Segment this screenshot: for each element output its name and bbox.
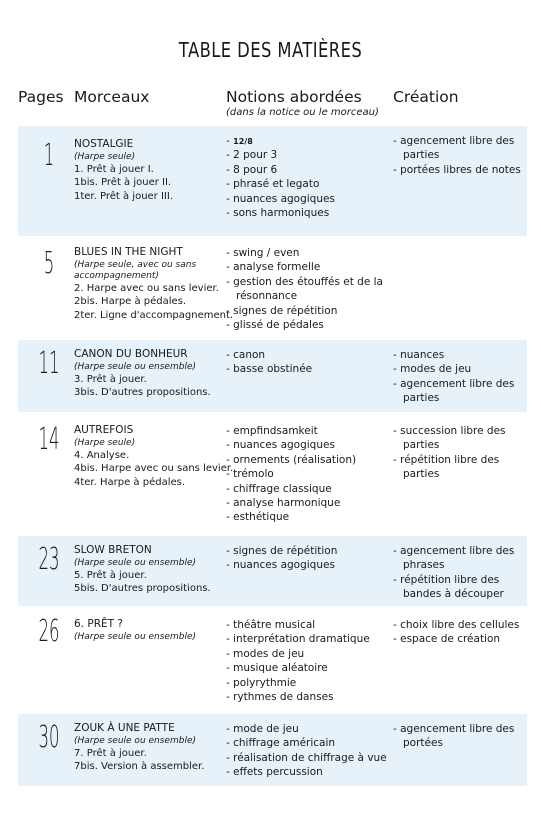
piece-info [74, 722, 234, 774]
notion-item: - nuances agogiques [226, 439, 335, 452]
notion-item: - phrasé et legato [226, 178, 320, 191]
toc-row [18, 238, 527, 336]
piece-subtitle: (Harpe seule ou ensemble) [74, 631, 197, 642]
page-number: 23 [38, 542, 60, 577]
notion-item: - sons harmoniques [226, 207, 330, 220]
notion-item: - 8 pour 6 [226, 163, 278, 176]
piece-info [74, 246, 234, 322]
notion-item: - mode de jeu [226, 723, 299, 735]
creation-item: - répétition libre des [393, 573, 500, 586]
piece-item: 2bis. Harpe à pédales. [74, 296, 187, 307]
creation-item: phrases [403, 559, 445, 572]
creation-item: - choix libre des cellules [393, 619, 520, 631]
piece-subtitle: (Harpe seule ou ensemble) [74, 361, 197, 372]
creation-item: parties [403, 439, 440, 452]
piece-item: 4. Analyse. [74, 449, 130, 461]
piece-title: CANON DU BONHEUR [74, 348, 188, 360]
creation-item: - portées libres de notes [393, 163, 521, 176]
notion-item: - nuances agogiques [226, 559, 335, 572]
creation-list [393, 424, 523, 482]
notion-item: - empfindsamkeit [226, 425, 318, 437]
creation-item: - répétition libre des [393, 453, 500, 466]
piece-item: 4bis. Harpe avec ou sans levier. [74, 463, 234, 474]
notions-list [226, 134, 386, 220]
piece-info [74, 424, 234, 489]
creation-item: - agencement libre des [393, 723, 515, 735]
piece-item: 5. Prêt à jouer. [74, 569, 147, 581]
notion-item: - trémolo [226, 468, 274, 481]
notion-item: - polyrythmie [226, 676, 297, 689]
notions-list [226, 544, 386, 573]
piece-info [74, 618, 234, 643]
creation-item: - modes de jeu [393, 363, 472, 376]
piece-title: AUTREFOIS [74, 424, 134, 436]
notion-item: - esthétique [226, 511, 290, 524]
piece-info [74, 544, 234, 596]
header-notions: Notions abordées [226, 88, 362, 106]
page-title: TABLE DES MATIÈRES [178, 38, 363, 62]
piece-item: 2. Harpe avec ou sans levier. [74, 282, 219, 294]
piece-info [74, 348, 234, 400]
piece-title: NOSTALGIE [74, 138, 134, 150]
piece-item: 4ter. Harpe à pédales. [74, 476, 186, 488]
piece-subtitle: (Harpe seule ou ensemble) [74, 557, 197, 568]
page-number: 5 [43, 246, 55, 281]
notion-item: - modes de jeu [226, 647, 305, 660]
toc-row [18, 610, 527, 712]
notions-list [226, 348, 386, 377]
creation-list [393, 348, 523, 406]
piece-item: 7bis. Version à assembler. [74, 761, 205, 772]
notion-item: - signes de répétition [226, 304, 338, 317]
header-creation: Création [393, 88, 459, 106]
toc-row [18, 714, 527, 786]
page-number: 26 [38, 614, 60, 649]
piece-subtitle: (Harpe seule) [74, 437, 136, 448]
piece-item: 7. Prêt à jouer. [74, 747, 147, 759]
notions-list [226, 424, 386, 525]
creation-item: - succession libre des [393, 425, 506, 437]
notions-list [226, 722, 386, 780]
piece-item: 1. Prêt à jouer I. [74, 163, 154, 175]
piece-title: SLOW BRETON [74, 544, 152, 556]
creation-item: - espace de création [393, 633, 501, 646]
notion-item: - interprétation dramatique [226, 633, 370, 646]
page-number: 30 [38, 720, 60, 755]
creation-list [393, 722, 523, 751]
notions-list [226, 246, 386, 332]
toc-row [18, 416, 527, 536]
toc-row [18, 126, 527, 236]
notions-list [226, 618, 386, 704]
piece-item: 1ter. Prêt à jouer III. [74, 190, 173, 202]
notion-item: - swing / even [226, 247, 300, 259]
notion-item: - réalisation de chiffrage à vue [226, 751, 387, 764]
piece-info [74, 138, 234, 203]
piece-subtitle: (Harpe seule, avec ou sans accompagnement) [74, 259, 197, 281]
piece-title: ZOUK À UNE PATTE [74, 722, 175, 734]
creation-item: parties [403, 468, 440, 481]
notion-item: - canon [226, 349, 266, 361]
piece-title: BLUES IN THE NIGHT [74, 246, 183, 258]
notion-item: - basse obstinée [226, 363, 313, 376]
piece-subtitle: (Harpe seule ou ensemble) [74, 735, 197, 746]
time-signature: - 12/8 [226, 135, 253, 147]
creation-item: - agencement libre des [393, 545, 515, 557]
creation-item: parties [403, 392, 440, 405]
notion-item: - signes de répétition [226, 545, 338, 557]
notion-item: - rythmes de danses [226, 691, 334, 704]
notion-item: - ornements (réalisation) [226, 453, 357, 466]
notion-item: - musique aléatoire [226, 662, 328, 675]
creation-item: parties [403, 149, 440, 162]
notion-item: - analyse harmonique [226, 497, 341, 510]
notion-item: - chiffrage américain [226, 737, 336, 750]
creation-item: - agencement libre des [393, 377, 515, 390]
creation-list [393, 134, 523, 177]
notion-item: - 2 pour 3 [226, 149, 278, 162]
piece-item: 2ter. Ligne d'accompagnement. [74, 309, 234, 321]
piece-item: 3. Prêt à jouer. [74, 373, 147, 385]
creation-list [393, 618, 523, 647]
notion-item: - théâtre musical [226, 619, 316, 631]
page-number: 1 [43, 138, 55, 173]
notion-item: - analyse formelle [226, 261, 321, 274]
piece-item: 3bis. D'autres propositions. [74, 387, 211, 398]
toc-row [18, 536, 527, 606]
piece-title: 6. PRÊT ? [74, 618, 123, 630]
piece-item: 1bis. Prêt à jouer II. [74, 177, 172, 188]
header-notions-subtitle: (dans la notice ou le morceau) [226, 107, 379, 118]
piece-subtitle: (Harpe seule) [74, 151, 136, 162]
notion-item: - nuances agogiques [226, 192, 335, 205]
page-number: 11 [38, 346, 60, 381]
piece-item: 5bis. D'autres propositions. [74, 583, 211, 594]
header-morceaux: Morceaux [74, 88, 150, 106]
creation-list [393, 544, 523, 602]
page-number: 14 [38, 422, 60, 457]
toc-row [18, 340, 527, 412]
notion-item: - chiffrage classique [226, 482, 332, 495]
creation-item: - nuances [393, 349, 445, 361]
notion-item: - gestion des étouffés et de la [226, 275, 383, 288]
creation-item: bandes à découper [403, 588, 504, 601]
header-pages: Pages [18, 88, 64, 106]
creation-item: - agencement libre des [393, 135, 515, 147]
notion-item: - glissé de pédales [226, 319, 324, 332]
notion-item: - effets percussion [226, 766, 323, 779]
creation-item: portées [403, 737, 443, 750]
notion-item: résonnance [236, 290, 298, 303]
